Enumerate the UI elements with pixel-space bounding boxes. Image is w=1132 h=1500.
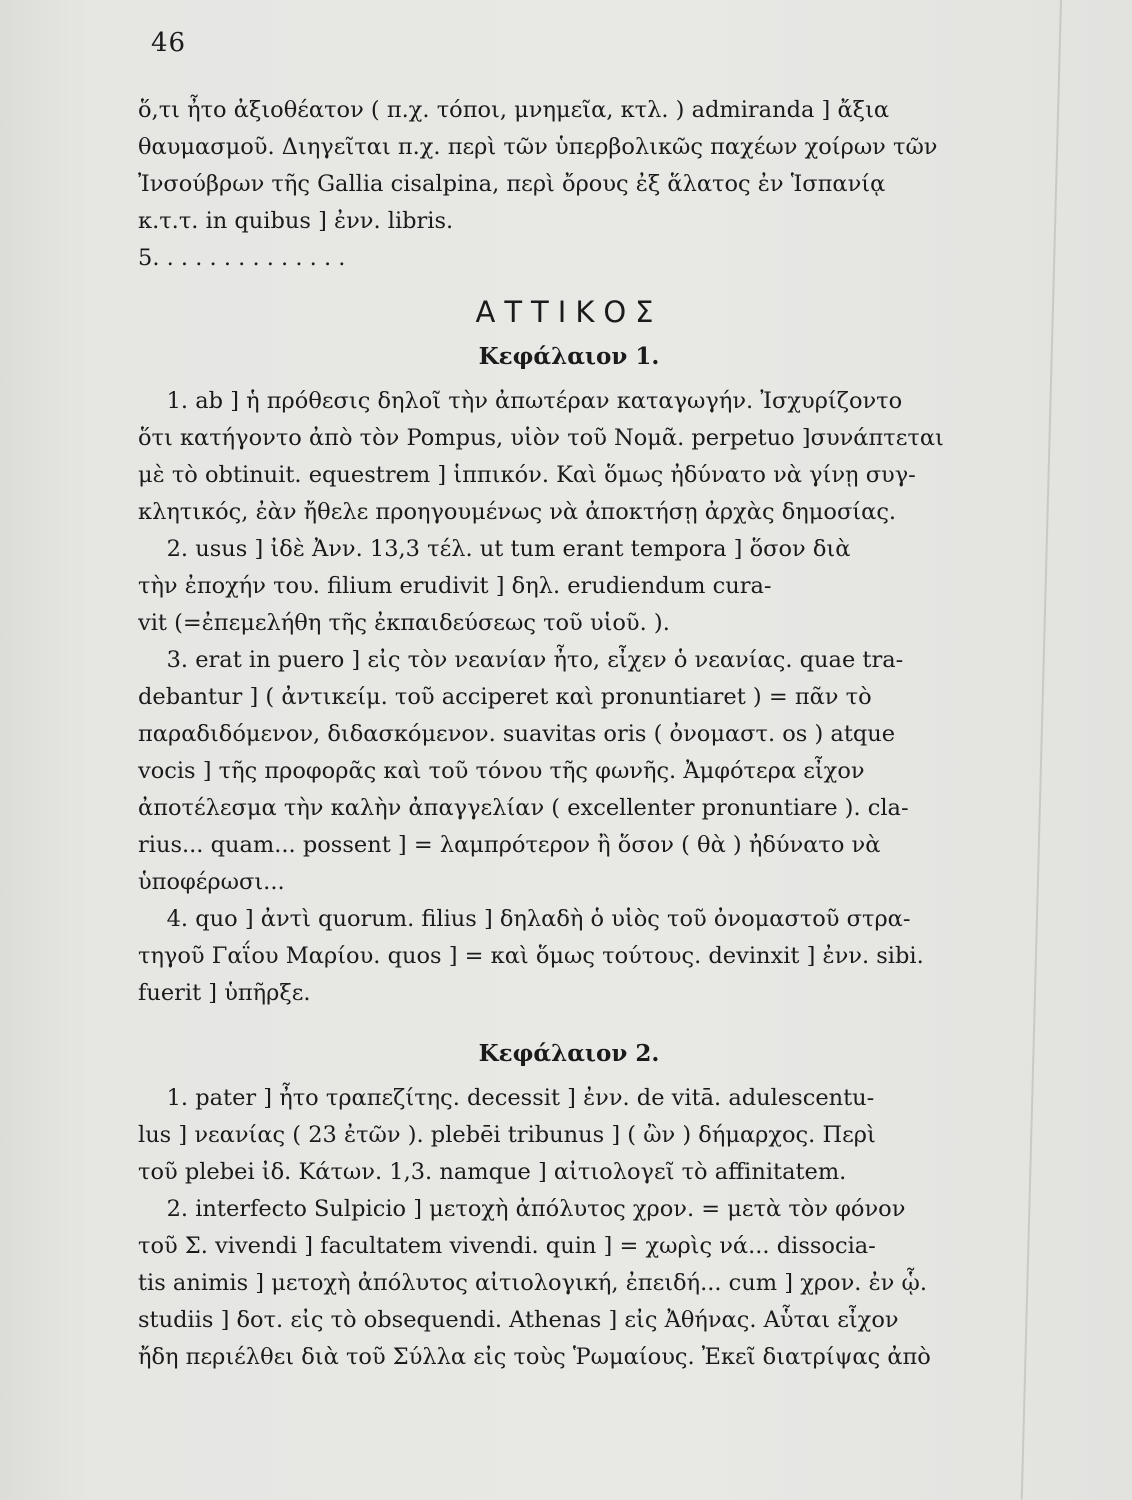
text-line: lus ] νεανίας ( 23 ἐτῶν ). plebēi tribunus ] ( ὢν ) δήμαρχος. Περὶ: [138, 1122, 876, 1148]
page-edge-shadow: [1021, 0, 1062, 1500]
text-line: θαυμασμοῦ. Διηγεῖται π.χ. περὶ τῶν ὑπερβολικῶς παχέων χοίρων τῶν: [138, 134, 938, 160]
text-line: τηγοῦ Γαΐου Μαρίου. quos ] = καὶ ὅμως τούτους. devinxit ] ἐνν. sibi.: [138, 943, 924, 969]
chapter-2-title: Κεφάλαιον 2.: [478, 1040, 660, 1067]
text-line: 2. interfecto Sulpicio ] μετοχὴ ἀπόλυτος χρον. = μετὰ τὸν φόνον: [138, 1196, 906, 1222]
text-line: studiis ] δοτ. εἰς τὸ obsequendi. Athenas ] εἰς Ἀθήνας. Αὗται εἶχον: [138, 1307, 899, 1333]
text-line: 3. erat in puero ] εἰς τὸν νεανίαν ἦτο, εἶχεν ὁ νεανίας. quae tra-: [138, 647, 904, 673]
text-line: κ.τ.τ. in quibus ] ἐνν. libris.: [138, 208, 454, 234]
text-line: ἤδη περιέλθει διὰ τοῦ Σύλλα εἰς τοὺς Ῥωμαίους. Ἐκεῖ διατρίψας ἀπὸ: [138, 1344, 931, 1370]
text-line: ἀποτέλεσμα τὴν καλὴν ἀπαγγελίαν ( excellenter pronuntiare ). cla-: [138, 795, 909, 821]
text-line: κλητικός, ἐὰν ἤθελε προηγουμένως νὰ ἀποκτήσῃ ἀρχὰς δημοσίας.: [138, 499, 897, 525]
text-line: ὅτι κατήγοντο ἀπὸ τὸν Pompus, υἱὸν τοῦ Νομᾶ. perpetuo ]συνάπτεται: [138, 425, 944, 451]
text-line: rius... quam... possent ] = λαμπρότερον ἢ ὅσον ( θὰ ) ἠδύνατο νὰ: [138, 832, 881, 858]
text-line: τοῦ Σ. vivendi ] facultatem vivendi. quin ] = χωρὶς νά... dissocia-: [138, 1233, 876, 1259]
page-number: 46: [151, 28, 187, 58]
text-line: 1. ab ] ἡ πρόθεσις δηλοῖ τὴν ἀπωτέραν καταγωγήν. Ἰσχυρίζοντο: [138, 388, 903, 414]
chapter-2-body: [138, 1080, 1000, 1376]
intro-paragraph: [138, 92, 1000, 277]
text-line: vocis ] τῆς προφορᾶς καὶ τοῦ τόνου τῆς φωνῆς. Ἀμφότερα εἶχον: [138, 758, 865, 784]
text-line: τοῦ plebei ἰδ. Κάτων. 1,3. namque ] αἰτιολογεῖ τὸ affinitatem.: [138, 1159, 847, 1185]
page-text: [138, 92, 1000, 1376]
text-line: 2. usus ] ἰδὲ Ἀνν. 13,3 τέλ. ut tum erant tempora ] ὅσον διὰ: [138, 536, 851, 562]
section-title: ΑΤΤΙΚΟΣ: [475, 295, 663, 329]
text-line: debantur ] ( ἀντικείμ. τοῦ acciperet καὶ pronuntiaret ) = πᾶν τὸ: [138, 684, 872, 710]
text-line: 1. pater ] ἦτο τραπεζίτης. decessit ] ἐνν. de vitā. adulescentu-: [138, 1085, 875, 1111]
text-line: Ἰνσούβρων τῆς Gallia cisalpina, περὶ ὄρους ἐξ ἅλατος ἐν Ἱσπανίᾳ: [138, 171, 886, 197]
text-line: ὅ,τι ἦτο ἀξιοθέατον ( π.χ. τόποι, μνημεῖα, κτλ. ) admiranda ] ἄξια: [138, 97, 890, 123]
chapter-1-body: [138, 383, 1000, 1012]
chapter-1-title: Κεφάλαιον 1.: [478, 343, 660, 370]
text-line: vit (=ἐπεμελήθη τῆς ἐκπαιδεύσεως τοῦ υἱοῦ. ).: [138, 610, 670, 636]
text-line: μὲ τὸ obtinuit. equestrem ] ἱππικόν. Καὶ ὅμως ἠδύνατο νὰ γίνῃ συγ-: [138, 462, 916, 488]
text-line: 4. quo ] ἀντὶ quorum. filius ] δηλαδὴ ὁ υἱὸς τοῦ ὀνομαστοῦ στρα-: [138, 906, 911, 932]
dotted-omission-line: 5. . . . . . . . . . . . . .: [138, 245, 346, 271]
text-line: παραδιδόμενον, διδασκόμενον. suavitas oris ( ὀνομαστ. os ) atque: [138, 721, 896, 747]
text-line: ὑποφέρωσι...: [138, 869, 285, 895]
text-line: τὴν ἐποχήν του. filium erudivit ] δηλ. erudiendum cura-: [138, 573, 772, 599]
text-line: tis animis ] μετοχὴ ἀπόλυτος αἰτιολογική, ἐπειδή... cum ] χρον. ἐν ᾧ.: [138, 1270, 927, 1296]
text-line: fuerit ] ὑπῆρξε.: [138, 980, 311, 1006]
